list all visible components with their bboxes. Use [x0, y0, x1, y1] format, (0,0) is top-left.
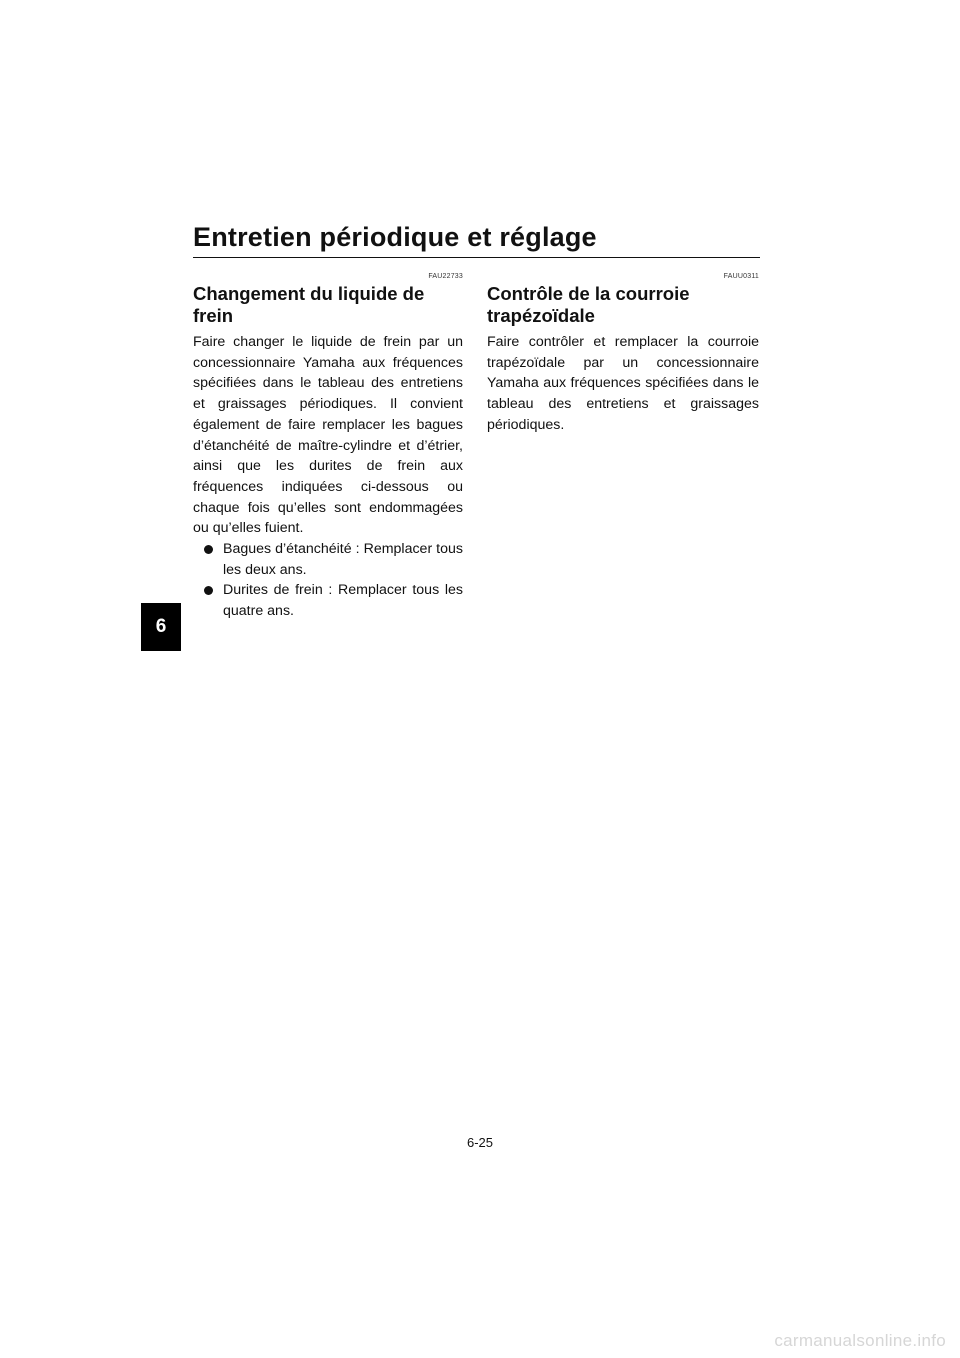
list-item-text: Bagues d’étanchéité : Remplacer tous les deux ans.	[223, 541, 463, 578]
section-brake-fluid	[193, 272, 463, 622]
section-body: Faire contrôler et remplacer la courroie trapézoïdale par un concessionnaire Yamaha aux fréquences spécifiées dans le tableau des entretiens et graissages périodiques.	[487, 334, 759, 433]
bullet-icon	[204, 586, 213, 595]
section-heading: Contrôle de la courroie trapézoïdale	[487, 283, 690, 326]
section-code: FAU22733	[428, 273, 463, 280]
page-number: 6-25	[466, 1135, 494, 1150]
bullet-list	[193, 539, 463, 622]
bullet-icon	[204, 545, 213, 554]
section-code: FAUU0311	[723, 273, 759, 280]
section-heading: Changement du liquide de frein	[193, 283, 425, 326]
list-item	[193, 580, 463, 621]
chapter-tab: 6	[141, 603, 181, 651]
section-body: Faire changer le liquide de frein par un concessionnaire Yamaha aux fréquences spécifiées dans le tableau des entretiens et graissages périodiques. Il convient également de faire remplacer les bagues d’étanchéité de maître-cylindre et d’étrier, ainsi que les durites de frein aux fréquences indiquées ci-dessous ou chaque fois qu’elles sont endommagées ou qu’elles fuient.	[193, 334, 463, 537]
watermark: carmanualsonline.info	[774, 1331, 946, 1350]
title-divider	[193, 257, 760, 258]
section-v-belt	[487, 272, 759, 436]
list-item-text: Durites de frein : Remplacer tous les quatre ans.	[223, 582, 463, 620]
list-item	[193, 539, 463, 580]
page-title: Entretien périodique et réglage	[193, 222, 597, 252]
